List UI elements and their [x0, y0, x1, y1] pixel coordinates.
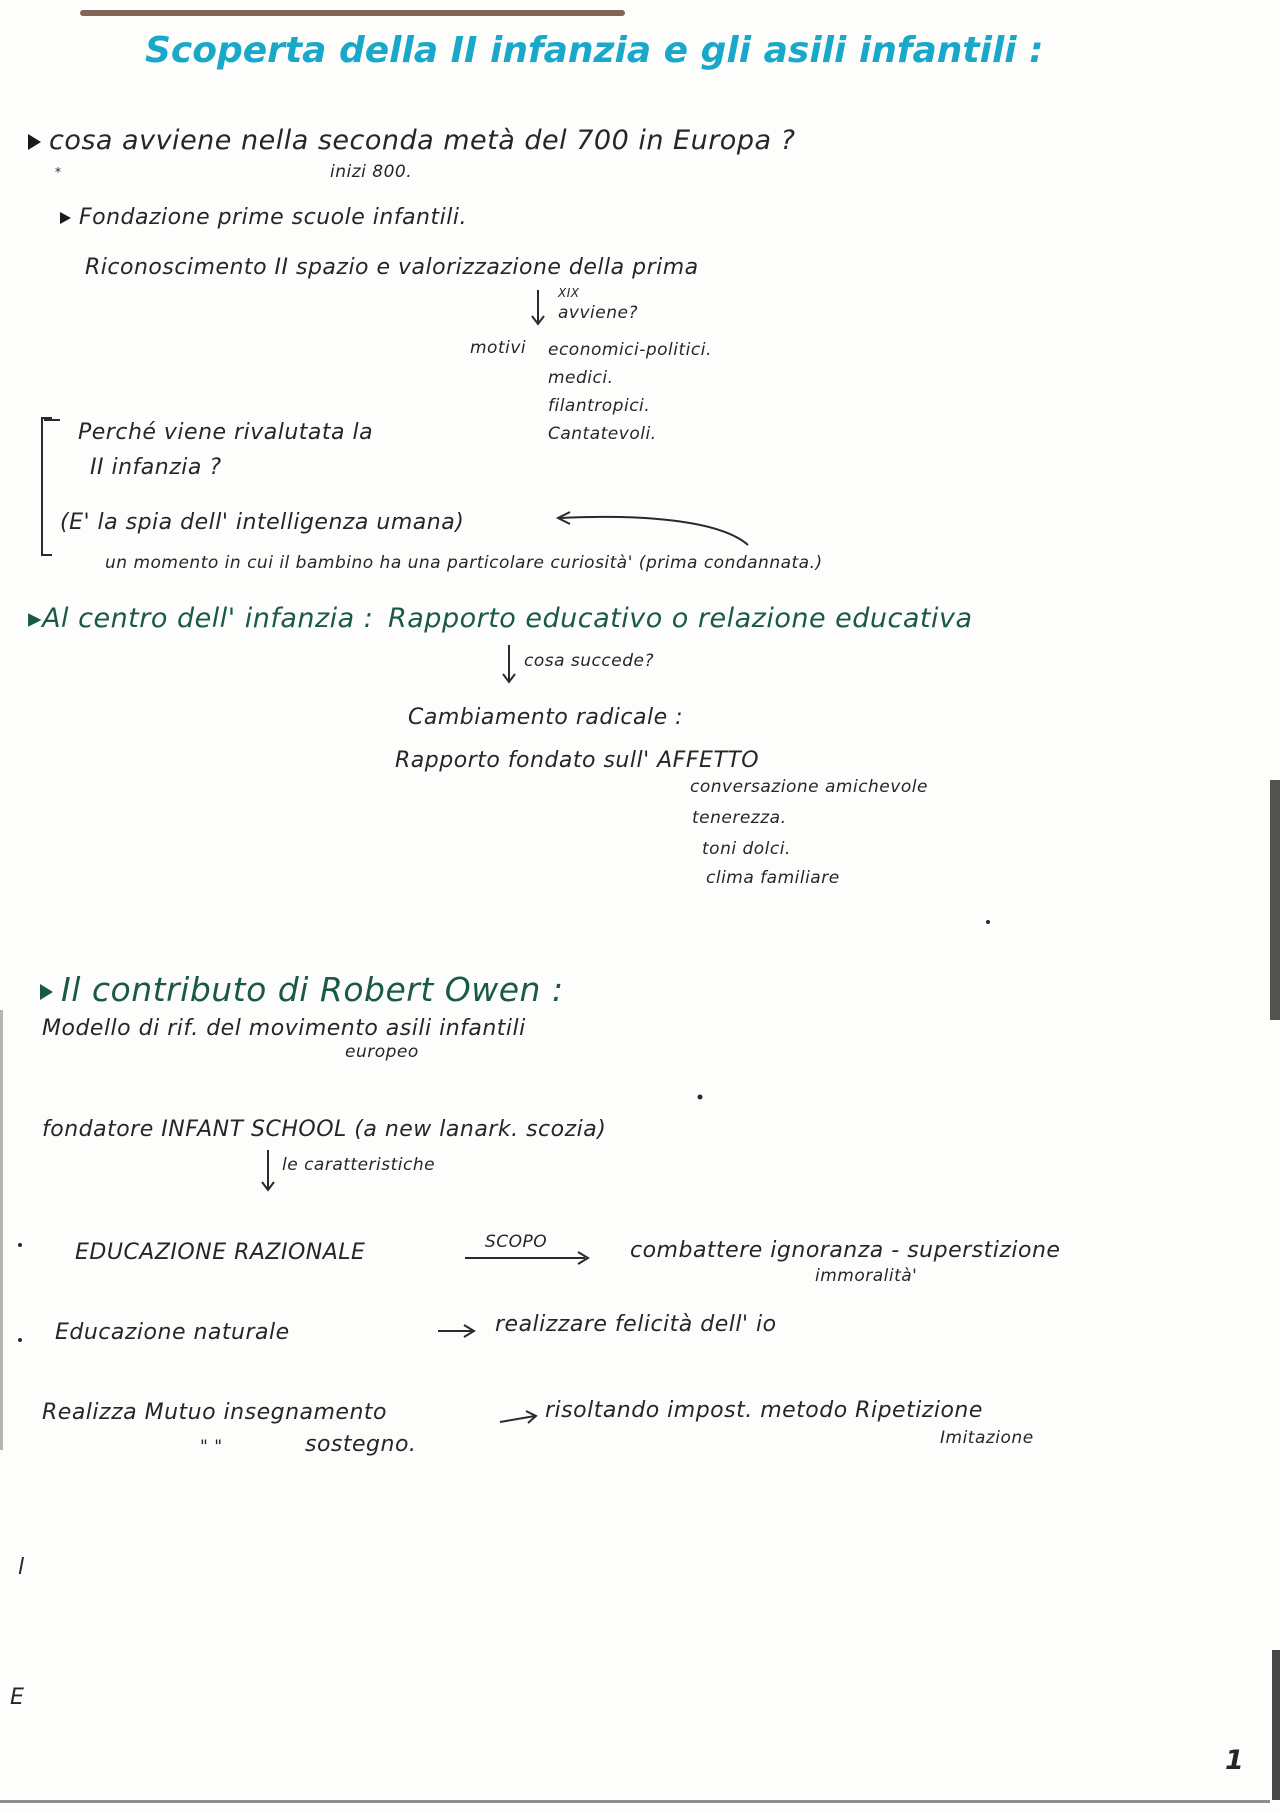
quality-item: clima familiare	[706, 868, 840, 888]
risoltando-metodo: risoltando impost. metodo Ripetizione	[545, 1398, 983, 1423]
ink-dot	[18, 1243, 22, 1247]
back-arrow-icon	[560, 517, 748, 545]
arrow-note-avviene: avviene?	[558, 303, 638, 323]
motivo-item: filantropici.	[548, 396, 651, 416]
imitazione: Imitazione	[940, 1428, 1034, 1448]
caratteristiche-note: le caratteristiche	[282, 1155, 436, 1175]
ink-dot	[698, 1095, 703, 1100]
scopo-label: SCOPO	[485, 1232, 548, 1252]
point-fondazione-text: Fondazione prime scuole infantili.	[79, 205, 467, 230]
bracket-icon	[42, 418, 52, 555]
sostegno: sostegno.	[305, 1432, 417, 1457]
infanzia-heading-text: Al centro dell' infanzia :	[42, 603, 374, 634]
quality-item: tenerezza.	[692, 808, 787, 828]
motivo-item: Cantatevoli.	[548, 424, 657, 444]
arrow-note-century: XIX	[558, 286, 580, 300]
ink-dot	[18, 1338, 22, 1342]
educazione-naturale: Educazione naturale	[55, 1320, 290, 1345]
mutuo-insegnamento: Realizza Mutuo insegnamento	[42, 1400, 387, 1425]
educazione-razionale: EDUCAZIONE RAZIONALE	[75, 1240, 366, 1265]
motivo-item: medici.	[548, 368, 614, 388]
margin-mark: l	[18, 1555, 25, 1580]
why-question-2: II infanzia ?	[90, 455, 222, 480]
modello-riferimento: Modello di rif. del movimento asili infantili	[42, 1016, 526, 1041]
answer-momento: un momento in cui il bambino ha una particolare curiosità' (prima condannata.)	[105, 553, 823, 573]
quality-item: toni dolci.	[702, 839, 791, 859]
fondatore-infant-school: fondatore INFANT SCHOOL (a new lanark. scozia)	[42, 1117, 607, 1142]
combattere-ignoranza: combattere ignoranza - superstizione	[630, 1238, 1061, 1263]
motivi-label: motivi	[470, 338, 527, 358]
bullet-dot: ▸	[28, 603, 43, 634]
modello-europeo: europeo	[345, 1042, 419, 1062]
ditto-marks: " "	[200, 1437, 223, 1457]
margin-mark: E	[10, 1685, 25, 1710]
motivo-item: economici-politici.	[548, 340, 712, 360]
page-title: Scoperta della II infanzia e gli asili infantili :	[145, 30, 1044, 71]
point-riconoscimento: Riconoscimento II spazio e valorizzazione della prima	[85, 255, 699, 280]
rapporto-educativo: Rapporto educativo o relazione educativa	[388, 603, 973, 634]
ink-dot	[986, 920, 990, 924]
owen-heading-text: Il contributo di Robert Owen :	[61, 970, 564, 1009]
page-number: 1	[1225, 1745, 1245, 1776]
quality-item: conversazione amichevole	[690, 777, 928, 797]
rapporto-fondato: Rapporto fondato sull' AFFETTO	[395, 748, 760, 773]
immoralita: immoralità'	[815, 1266, 918, 1286]
arrow-note-succede: cosa succede?	[524, 651, 654, 671]
margin-mark: *	[55, 165, 62, 179]
realizzare-felicita: realizzare felicità dell' io	[495, 1312, 777, 1337]
cambiamento-radicale: Cambiamento radicale :	[408, 705, 684, 730]
answer-spia: (E' la spia dell' intelligenza umana)	[60, 510, 465, 535]
question-note: inizi 800.	[330, 162, 413, 182]
why-question: Perché viene rivalutata la	[78, 420, 374, 445]
question-text: cosa avviene nella seconda metà del 700 in Europa ?	[49, 125, 796, 156]
